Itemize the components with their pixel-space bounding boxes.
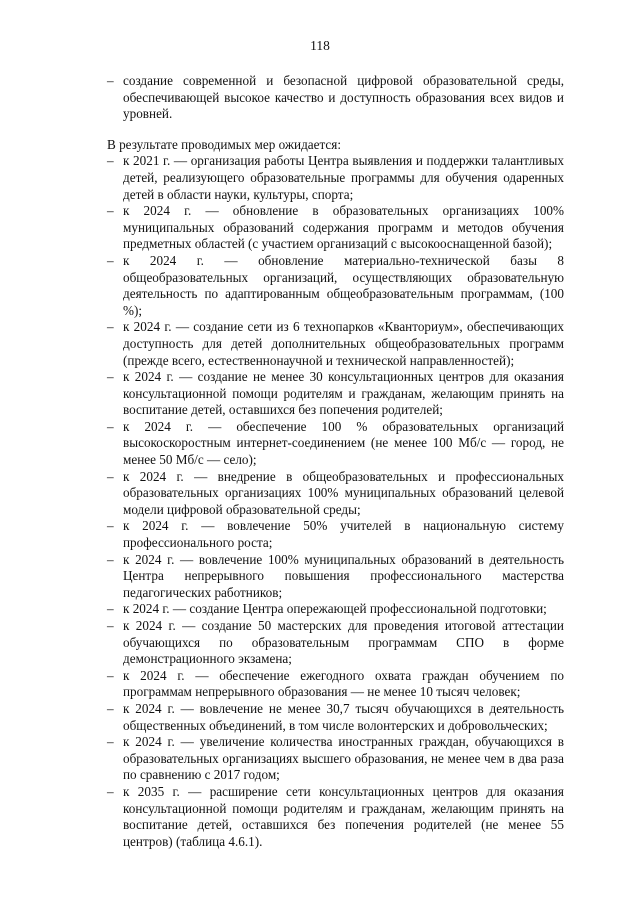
bullet-dash: – (107, 468, 114, 484)
list-item-text: к 2024 г. — вовлечение не менее 30,7 тысяч обучающихся в деятельность общественных объединений, в том числе волонтерских и добровольческих; (123, 700, 564, 733)
list-item (107, 668, 564, 701)
list-item-text: к 2024 г. — создание 50 мастерских для проведения итоговой аттестации обучающихся по образовательным программам СПО в форме демонстрационного экзамена; (123, 618, 564, 667)
list-item-text: к 2024 г. — увеличение количества иностранных граждан, обучающихся в образовательных организациях высшего образования, не менее чем в два раза по сравнению с 2017 годом; (123, 734, 564, 783)
list-item (107, 734, 564, 784)
list-item (107, 518, 564, 551)
list-item-text: к 2035 г. — расширение сети консультационных центров для оказания консультационной помощи родителям и гражданам, желающим принять на воспитание детей, оставшихся без попечения родителей (не менее 55 центров) (таблица 4.6.1). (123, 783, 564, 849)
page-number: 118 (310, 38, 330, 53)
list-item (107, 203, 564, 253)
list-item-text: к 2024 г. — обновление материально-технической базы 8 общеобразовательных организаций, осуществляющих образовательную деятельность по адаптированным общеобразовательным программам, (100 %); (123, 252, 564, 318)
list-item-text: к 2024 г. — вовлечение 50% учителей в национальную систему профессионального роста; (123, 518, 564, 551)
bullet-dash: – (107, 73, 114, 88)
list-item (107, 369, 564, 419)
bullet-dash: – (107, 734, 114, 750)
bullet-dash: – (107, 203, 114, 219)
bullet-dash: – (107, 518, 114, 534)
list-item-text: к 2024 г. — вовлечение 100% муниципальных образований в деятельность Центра непрерывного повышения профессионального мастерства педагогических работников; (123, 551, 564, 600)
list-item (107, 319, 564, 369)
list-item (107, 419, 564, 469)
bullet-dash: – (107, 667, 114, 683)
bullet-dash: – (107, 418, 114, 434)
expected-results-list (107, 153, 564, 850)
page-content (107, 73, 564, 850)
list-item (107, 701, 564, 734)
list-item-text: к 2024 г. — обеспечение 100 % образовательных организаций высокоскоростным интернет-соединением (не менее 100 Мб/с — город, не менее 50 Мб/с — село); (123, 418, 564, 468)
intro-bullet-text: создание современной и безопасной цифровой образовательной среды, обеспечивающей высокое качество и доступность образования всех видов и уровней. (123, 73, 564, 122)
list-item-text: к 2024 г. — создание не менее 30 консультационных центров для оказания консультационной помощи родителям и гражданам, желающим принять на воспитание детей, оставшихся без попечения родителей; (123, 369, 564, 418)
bullet-dash: – (107, 369, 114, 385)
bullet-dash: – (107, 319, 114, 335)
bullet-dash: – (107, 618, 114, 633)
intro-bullet-item (107, 73, 564, 123)
bullet-dash: – (107, 783, 114, 799)
list-item-text: к 2024 г. — создание Центра опережающей профессиональной подготовки; (123, 601, 547, 617)
list-item-text: к 2024 г. — обновление в образовательных организациях 100% муниципальных образований содержания программ и методов обучения предметных областей (с участием организаций с высокооснащенной базой); (123, 203, 564, 252)
bullet-dash: – (107, 252, 114, 268)
list-item (107, 784, 564, 850)
list-item (107, 469, 564, 519)
bullet-dash: – (107, 551, 114, 567)
list-item (107, 601, 564, 618)
list-item-text: к 2021 г. — организация работы Центра выявления и поддержки талантливых детей, реализующего образовательные программы для обучения одаренных детей в области науки, культуры, спорта; (123, 153, 564, 202)
list-item (107, 552, 564, 602)
bullet-dash: – (107, 700, 114, 716)
list-item (107, 153, 564, 203)
result-heading: В результате проводимых мер ожидается: (107, 136, 341, 152)
list-item (107, 618, 564, 668)
list-item-text: к 2024 г. — создание сети из 6 технопарков «Кванториум», обеспечивающих доступность для детей дополнительных общеобразовательных программ (прежде всего, естественнонаучной и технической направленностей); (123, 319, 564, 368)
list-item-text: к 2024 г. — внедрение в общеобразовательных и профессиональных образовательных организациях 100% муниципальных образований целевой модели цифровой образовательной среды; (123, 468, 564, 517)
bullet-dash: – (107, 153, 114, 169)
list-item-text: к 2024 г. — обеспечение ежегодного охвата граждан обучением по программам непрерывного образования — не менее 10 тысяч человек; (123, 667, 564, 700)
bullet-dash: – (107, 601, 114, 617)
list-item (107, 253, 564, 319)
